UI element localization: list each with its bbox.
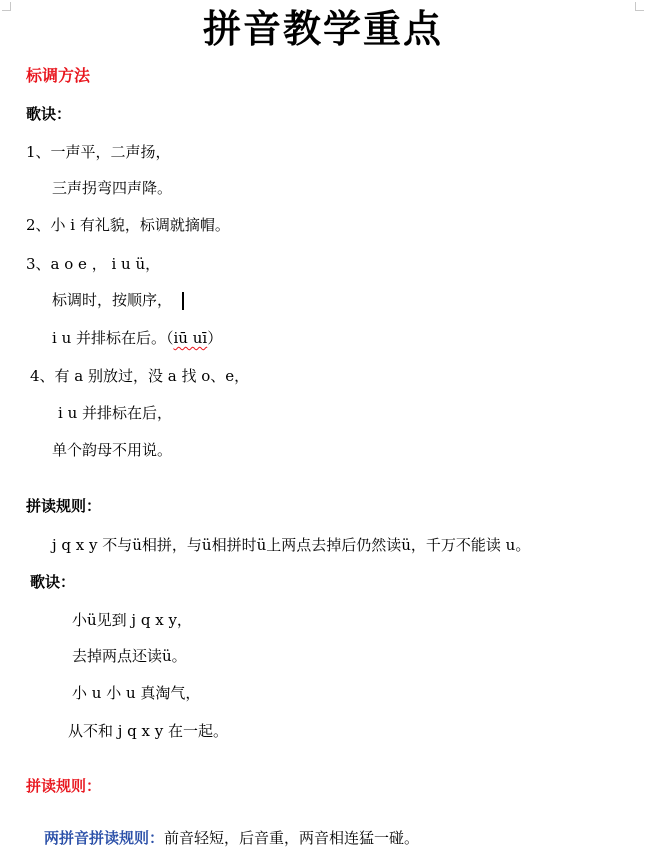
verse-line-9: 单个韵母不用说。: [52, 441, 173, 459]
two-part-rule-label: 两拼音拼读规则：: [44, 829, 165, 847]
verse2-line-2: 去掉两点还读ü。: [72, 647, 187, 665]
verse-line-6-close: ）: [207, 329, 223, 347]
spellcheck-marked-text: iū uī: [173, 329, 208, 347]
verse-line-2: 三声拐弯四声降。: [52, 179, 173, 197]
verse2-line-4: 从不和 j q x y 在一起。: [68, 722, 229, 740]
two-part-rule-text: 前音轻短，后音重，两音相连猛一碰。: [164, 829, 420, 847]
section-heading-spelling-rules-2: 拼读规则：: [26, 777, 102, 795]
verse2-line-3: 小 u 小 u 真淘气，: [72, 684, 201, 702]
section-heading-tone-marking: 标调方法: [26, 66, 91, 85]
section-heading-spelling-rules: 拼读规则：: [26, 497, 102, 515]
document-title: 拼音教学重点: [202, 6, 443, 51]
mnemonic-label: 歌诀：: [26, 105, 72, 123]
verse-line-5: [52, 290, 184, 310]
verse-line-3: 2、小 i 有礼貌，标调就摘帽。: [26, 216, 230, 234]
text-cursor: [182, 292, 184, 310]
verse-line-4: 3、a o e ， i u ü，: [26, 255, 161, 273]
verse-line-7: 4、有 a 别放过，没 a 找 o、e，: [30, 367, 250, 385]
verse-line-5-text: 标调时，按顺序，: [52, 291, 173, 309]
spelling-rule-text: j q x y 不与ü相拼，与ü相拼时ü上两点去掉后仍然读ü，千万不能读 u。: [52, 536, 531, 554]
verse-line-1: 1、一声平，二声扬，: [26, 143, 171, 161]
verse-line-8: i u 并排标在后，: [58, 404, 172, 422]
two-part-spelling-rule: [44, 828, 419, 848]
verse-line-6: [52, 328, 222, 348]
verse-line-6-text: i u 并排标在后。（: [52, 329, 174, 347]
mnemonic-label-2: 歌诀：: [30, 573, 76, 591]
verse2-line-1: 小ü见到 j q x y，: [72, 611, 192, 629]
